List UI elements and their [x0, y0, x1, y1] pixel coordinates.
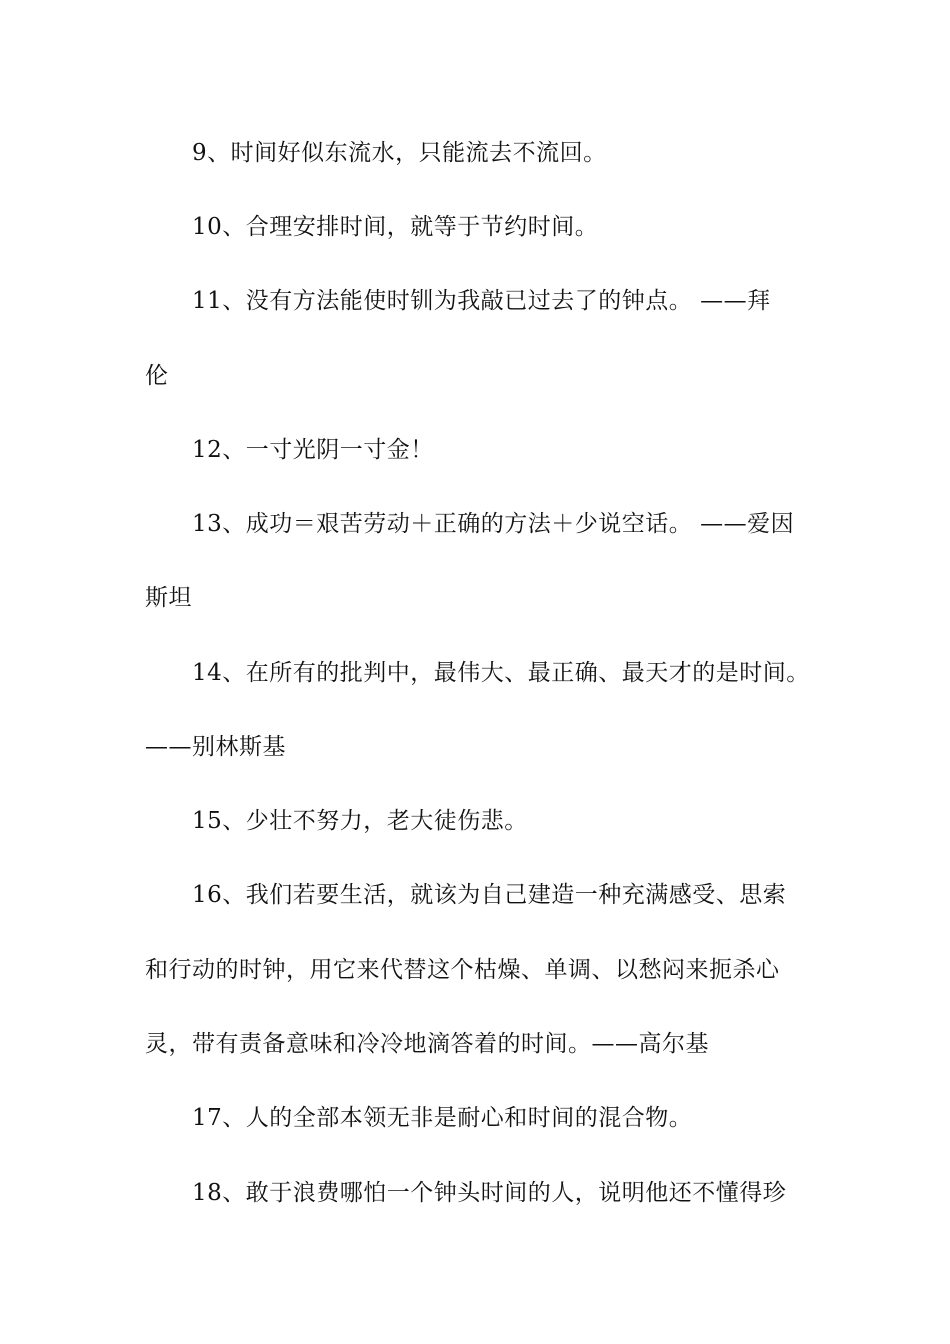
quote-15: 15、少壮不努力，老大徒伤悲。: [192, 808, 528, 834]
quote-10: 10、合理安排时间，就等于节约时间。: [192, 214, 599, 240]
quote-16-continued-1: 和行动的时钟，用它来代替这个枯燥、单调、以愁闷来扼杀心: [145, 957, 780, 983]
quote-14: 14、在所有的批判中，最伟大、最正确、最天才的是时间。: [192, 660, 810, 686]
quote-11-continued: 伦: [145, 363, 169, 389]
quote-13-continued: 斯坦: [145, 585, 192, 611]
quote-18: 18、敢于浪费哪怕一个钟头时间的人，说明他还不懂得珍: [192, 1180, 787, 1206]
quote-14-continued: ——别林斯基: [145, 734, 286, 760]
quote-13: 13、成功＝艰苦劳动＋正确的方法＋少说空话。 ——爱因: [192, 511, 795, 537]
quote-11: 11、没有方法能使时钏为我敲已过去了的钟点。 ——拜: [192, 288, 771, 314]
quote-16: 16、我们若要生活，就该为自己建造一种充满感受、思索: [192, 882, 787, 908]
quote-17: 17、人的全部本领无非是耐心和时间的混合物。: [192, 1105, 693, 1131]
quote-12: 12、一寸光阴一寸金！: [192, 437, 434, 463]
quote-16-continued-2: 灵，带有责备意味和冷冷地滴答着的时间。——高尔基: [145, 1031, 709, 1057]
quote-9: 9、时间好似东流水，只能流去不流回。: [192, 140, 607, 166]
